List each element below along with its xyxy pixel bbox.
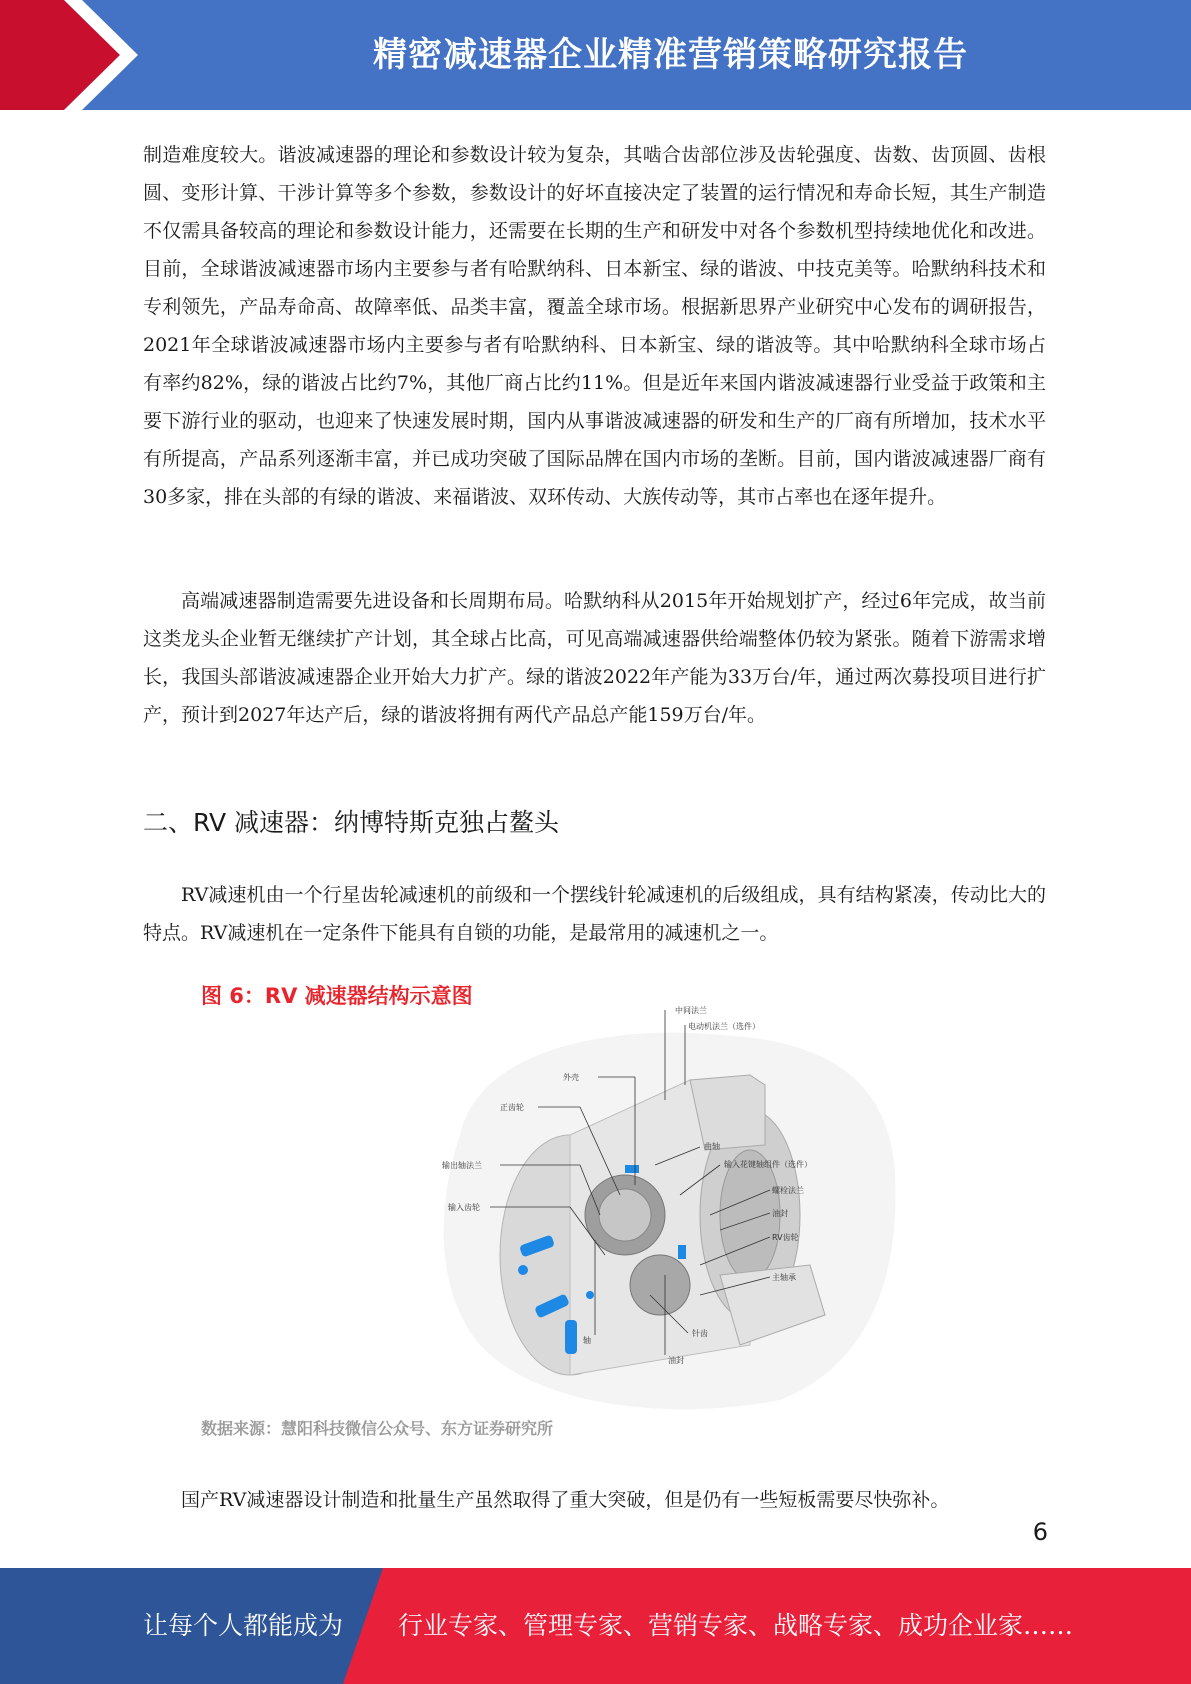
body-paragraph-1-container	[143, 136, 1046, 516]
footer-slogan-left: 让每个人都能成为	[143, 1611, 344, 1640]
label-housing: 外壳	[563, 1073, 579, 1082]
body-paragraph-2: 高端减速器制造需要先进设备和长周期布局。哈默纳科从2015年开始规划扩产，经过6年完成，故当前这类龙头企业暂无继续扩产计划，其全球占比高，可见高端减速器供给端整体仍较为紧张。随着下游需求增长，我国头部谐波减速器企业开始大力扩产。绿的谐波2022年产能为33万台/年，通过两次募投项目进行扩产，预计到2027年达产后，绿的谐波将拥有两代产品总产能159万台/年。	[143, 590, 1046, 726]
label-oil-seal-bottom: 油封	[668, 1356, 684, 1365]
report-title: 精密减速器企业精准营销策略研究报告	[373, 35, 968, 75]
header-chevron-decoration	[0, 0, 160, 110]
body-paragraph-2-container	[143, 582, 1046, 734]
body-paragraph-4-container	[143, 1481, 1046, 1519]
body-paragraph-4: 国产RV减速器设计制造和批量生产虽然取得了重大突破，但是仍有一些短板需要尽快弥补。	[181, 1489, 950, 1511]
label-pin-gear: 针齿	[692, 1329, 708, 1338]
label-motor-flange: 电动机法兰（选件）	[688, 1022, 760, 1031]
rv-reducer-diagram	[420, 1006, 900, 1415]
section-heading: 二、RV 减速器：纳博特斯克独占鳌头	[143, 808, 560, 837]
label-spur-gear: 正齿轮	[500, 1103, 524, 1112]
label-rv-gear: RV齿轮	[772, 1233, 799, 1242]
label-crankshaft: 曲轴	[704, 1142, 720, 1151]
label-main-bearing: 主轴承	[772, 1273, 796, 1282]
body-paragraph-3: RV减速机由一个行星齿轮减速机的前级和一个摆线针轮减速机的后级组成，具有结构紧凑，传动比大的特点。RV减速机在一定条件下能具有自锁的功能，是最常用的减速机之一。	[143, 884, 1046, 944]
rv-reducer-illustration	[420, 1006, 900, 1415]
label-input-gear: 输入齿轮	[448, 1203, 480, 1212]
figure-title: 图 6：RV 减速器结构示意图	[201, 984, 473, 1008]
page-header	[0, 0, 1191, 110]
label-output-flange: 输出轴法兰	[442, 1161, 482, 1170]
body-paragraph-1: 制造难度较大。谐波减速器的理论和参数设计较为复杂，其啮合齿部位涉及齿轮强度、齿数、齿顶圆、齿根圆、变形计算、干涉计算等多个参数，参数设计的好坏直接决定了装置的运行情况和寿命长短，其生产制造不仅需具备较高的理论和参数设计能力，还需要在长期的生产和研发中对各个参数机型持续地优化和改进。目前，全球谐波减速器市场内主要参与者有哈默纳科、日本新宝、绿的谐波、中技克美等。哈默纳科技术和专利领先，产品寿命高、故障率低、品类丰富，覆盖全球市场。根据新思界产业研究中心发布的调研报告，2021年全球谐波减速器市场内主要参与者有哈默纳科、日本新宝、绿的谐波等。其中哈默纳科全球市场占有率约82%，绿的谐波占比约7%，其他厂商占比约11%。但是近年来国内谐波减速器行业受益于政策和主要下游行业的驱动，也迎来了快速发展时期，国内从事谐波减速器的研发和生产的厂商有所增加，技术水平有所提高，产品系列逐渐丰富，并已成功突破了国际品牌在国内市场的垄断。目前，国内谐波减速器厂商有30多家，排在头部的有绿的谐波、来福谐波、双环传动、大族传动等，其市占率也在逐年提升。	[143, 144, 1046, 508]
section-heading-container	[143, 803, 1046, 839]
label-input-spline: 输入花键轴组件（选件）	[724, 1160, 812, 1169]
figure-source: 数据来源：慧阳科技微信公众号、东方证券研究所	[201, 1419, 554, 1438]
label-middle-flange: 中间法兰	[675, 1006, 707, 1015]
label-shaft: 轴	[583, 1336, 591, 1345]
body-paragraph-3-container	[143, 876, 1046, 952]
page-number: 6	[1032, 1518, 1048, 1546]
footer-slogan-right: 行业专家、管理专家、营销专家、战略专家、成功企业家……	[398, 1611, 1074, 1640]
label-bolt-flange: 螺栓法兰	[772, 1186, 804, 1195]
label-oil-seal-right: 油封	[772, 1209, 788, 1218]
